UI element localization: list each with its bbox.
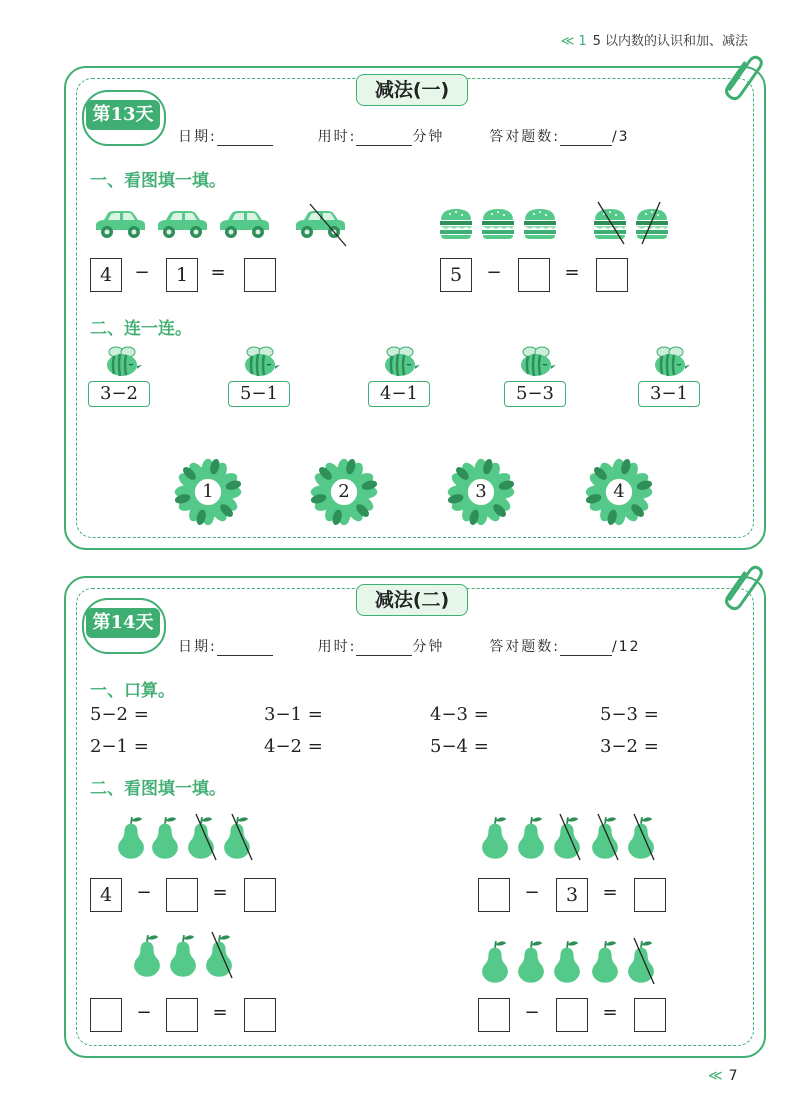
expression-card[interactable]: 5−3 <box>504 381 566 407</box>
pear-icon <box>166 932 200 978</box>
lesson-13-title: 减法(一) <box>356 74 468 106</box>
pear-icon <box>514 938 548 984</box>
burger-icon <box>480 207 516 241</box>
cross-out-line <box>630 936 660 986</box>
cross-out-line <box>634 200 674 246</box>
l14-eq4-equals: = <box>602 1002 618 1023</box>
expression-card[interactable]: 4−1 <box>368 381 430 407</box>
l14-eq3-equals: = <box>212 1002 228 1023</box>
date-label: 日期: <box>178 639 217 655</box>
expression-card[interactable]: 3−1 <box>638 381 700 407</box>
l14-eq2-subtrahend[interactable]: 3 <box>556 878 588 912</box>
eq1-equals: = <box>210 262 226 283</box>
score-field[interactable] <box>560 145 612 146</box>
score-total: /12 <box>611 639 641 655</box>
flower-number[interactable]: 4 <box>613 481 625 502</box>
mental-math-item[interactable]: 5−2 = <box>90 704 149 725</box>
day-badge-label: 第14天 <box>86 608 160 638</box>
chapter-number: 1 <box>578 34 587 49</box>
double-chevron-icon: ≪ <box>560 34 575 49</box>
car-icon <box>92 208 148 240</box>
l14-eq4-subtrahend[interactable] <box>556 998 588 1032</box>
cross-out-line <box>192 812 222 862</box>
pear-icon <box>148 814 182 860</box>
mental-math-item[interactable]: 5−4 = <box>430 736 489 757</box>
cross-out-line <box>556 812 586 862</box>
time-field[interactable] <box>356 655 412 656</box>
car-icon <box>154 208 210 240</box>
l14-eq4-minus: − <box>524 1002 540 1023</box>
eq1-minus: − <box>134 262 150 283</box>
l14-eq3-minus: − <box>136 1002 152 1023</box>
score-label: 答对题数: <box>489 639 560 655</box>
lesson-13-day-badge <box>82 90 164 144</box>
cross-out-line <box>300 202 360 248</box>
score-total: /3 <box>611 129 630 145</box>
l14-eq1-subtrahend[interactable] <box>166 878 198 912</box>
date-field[interactable] <box>217 145 273 146</box>
eq2-minus: − <box>486 262 502 283</box>
bee-icon <box>378 346 422 378</box>
l14-eq4-answer[interactable] <box>634 998 666 1032</box>
mental-math-item[interactable]: 4−2 = <box>264 736 323 757</box>
cross-out-line <box>592 200 632 246</box>
lesson-14-title: 减法(二) <box>356 584 468 616</box>
eq2-equals: = <box>564 262 580 283</box>
pear-icon <box>130 932 164 978</box>
lesson-14-meta <box>178 636 668 656</box>
l14-eq2-minus: − <box>524 882 540 903</box>
cross-out-line <box>208 930 238 980</box>
l14-eq3-answer[interactable] <box>244 998 276 1032</box>
mental-math-item[interactable]: 2−1 = <box>90 736 149 757</box>
eq2-answer[interactable] <box>596 258 628 292</box>
expression-card[interactable]: 3−2 <box>88 381 150 407</box>
pear-icon <box>588 938 622 984</box>
flower-number[interactable]: 1 <box>202 481 214 502</box>
burger-icon <box>438 207 474 241</box>
mental-math-item[interactable]: 4−3 = <box>430 704 489 725</box>
day-badge-label: 第13天 <box>86 100 160 130</box>
pear-icon <box>478 938 512 984</box>
bee-icon <box>648 346 692 378</box>
l14-eq1-minuend[interactable]: 4 <box>90 878 122 912</box>
date-label: 日期: <box>178 129 217 145</box>
eq1-subtrahend[interactable]: 1 <box>166 258 198 292</box>
l14-eq3-subtrahend[interactable] <box>166 998 198 1032</box>
time-unit: 分钟 <box>412 639 445 655</box>
eq1-answer[interactable] <box>244 258 276 292</box>
cross-out-line <box>228 812 258 862</box>
lesson-14-section-2-heading: 二、看图填一填。 <box>90 779 226 799</box>
burger-icon <box>522 207 558 241</box>
cross-out-line <box>594 812 624 862</box>
mental-math-item[interactable]: 5−3 = <box>600 704 659 725</box>
pear-icon <box>114 814 148 860</box>
bee-icon <box>238 346 282 378</box>
l14-eq2-minuend[interactable] <box>478 878 510 912</box>
lesson-13-section-1-heading: 一、看图填一填。 <box>90 171 226 191</box>
l14-eq1-answer[interactable] <box>244 878 276 912</box>
chapter-title: 5 以内数的认识和加、减法 <box>592 34 748 49</box>
time-label: 用时: <box>317 639 357 655</box>
page-number: 7 <box>728 1068 738 1084</box>
pear-icon <box>478 814 512 860</box>
l14-eq3-minuend[interactable] <box>90 998 122 1032</box>
bee-icon <box>514 346 558 378</box>
l14-eq1-minus: − <box>136 882 152 903</box>
page-footer <box>708 1068 738 1084</box>
car-icon <box>216 208 272 240</box>
score-field[interactable] <box>560 655 612 656</box>
l14-eq1-equals: = <box>212 882 228 903</box>
lesson-14-section-1-heading: 一、口算。 <box>90 681 175 701</box>
l14-eq2-equals: = <box>602 882 618 903</box>
time-unit: 分钟 <box>412 129 445 145</box>
eq2-minuend[interactable]: 5 <box>440 258 472 292</box>
pear-icon <box>550 938 584 984</box>
flower-number[interactable]: 3 <box>475 481 487 502</box>
lesson-13-meta <box>178 126 658 146</box>
lesson-14-day-badge <box>82 598 164 652</box>
eq1-minuend[interactable]: 4 <box>90 258 122 292</box>
flower-number[interactable]: 2 <box>338 481 350 502</box>
score-label: 答对题数: <box>489 129 560 145</box>
lesson-13-section-2-heading: 二、连一连。 <box>90 319 192 339</box>
pear-icon <box>514 814 548 860</box>
time-field[interactable] <box>356 145 412 146</box>
double-chevron-icon: ≪ <box>708 1068 723 1084</box>
expression-card[interactable]: 5−1 <box>228 381 290 407</box>
l14-eq2-answer[interactable] <box>634 878 666 912</box>
date-field[interactable] <box>217 655 273 656</box>
bee-icon <box>100 346 144 378</box>
chapter-header <box>561 30 748 49</box>
cross-out-line <box>630 812 660 862</box>
mental-math-item[interactable]: 3−2 = <box>600 736 659 757</box>
eq2-subtrahend[interactable] <box>518 258 550 292</box>
mental-math-item[interactable]: 3−1 = <box>264 704 323 725</box>
time-label: 用时: <box>317 129 357 145</box>
l14-eq4-minuend[interactable] <box>478 998 510 1032</box>
